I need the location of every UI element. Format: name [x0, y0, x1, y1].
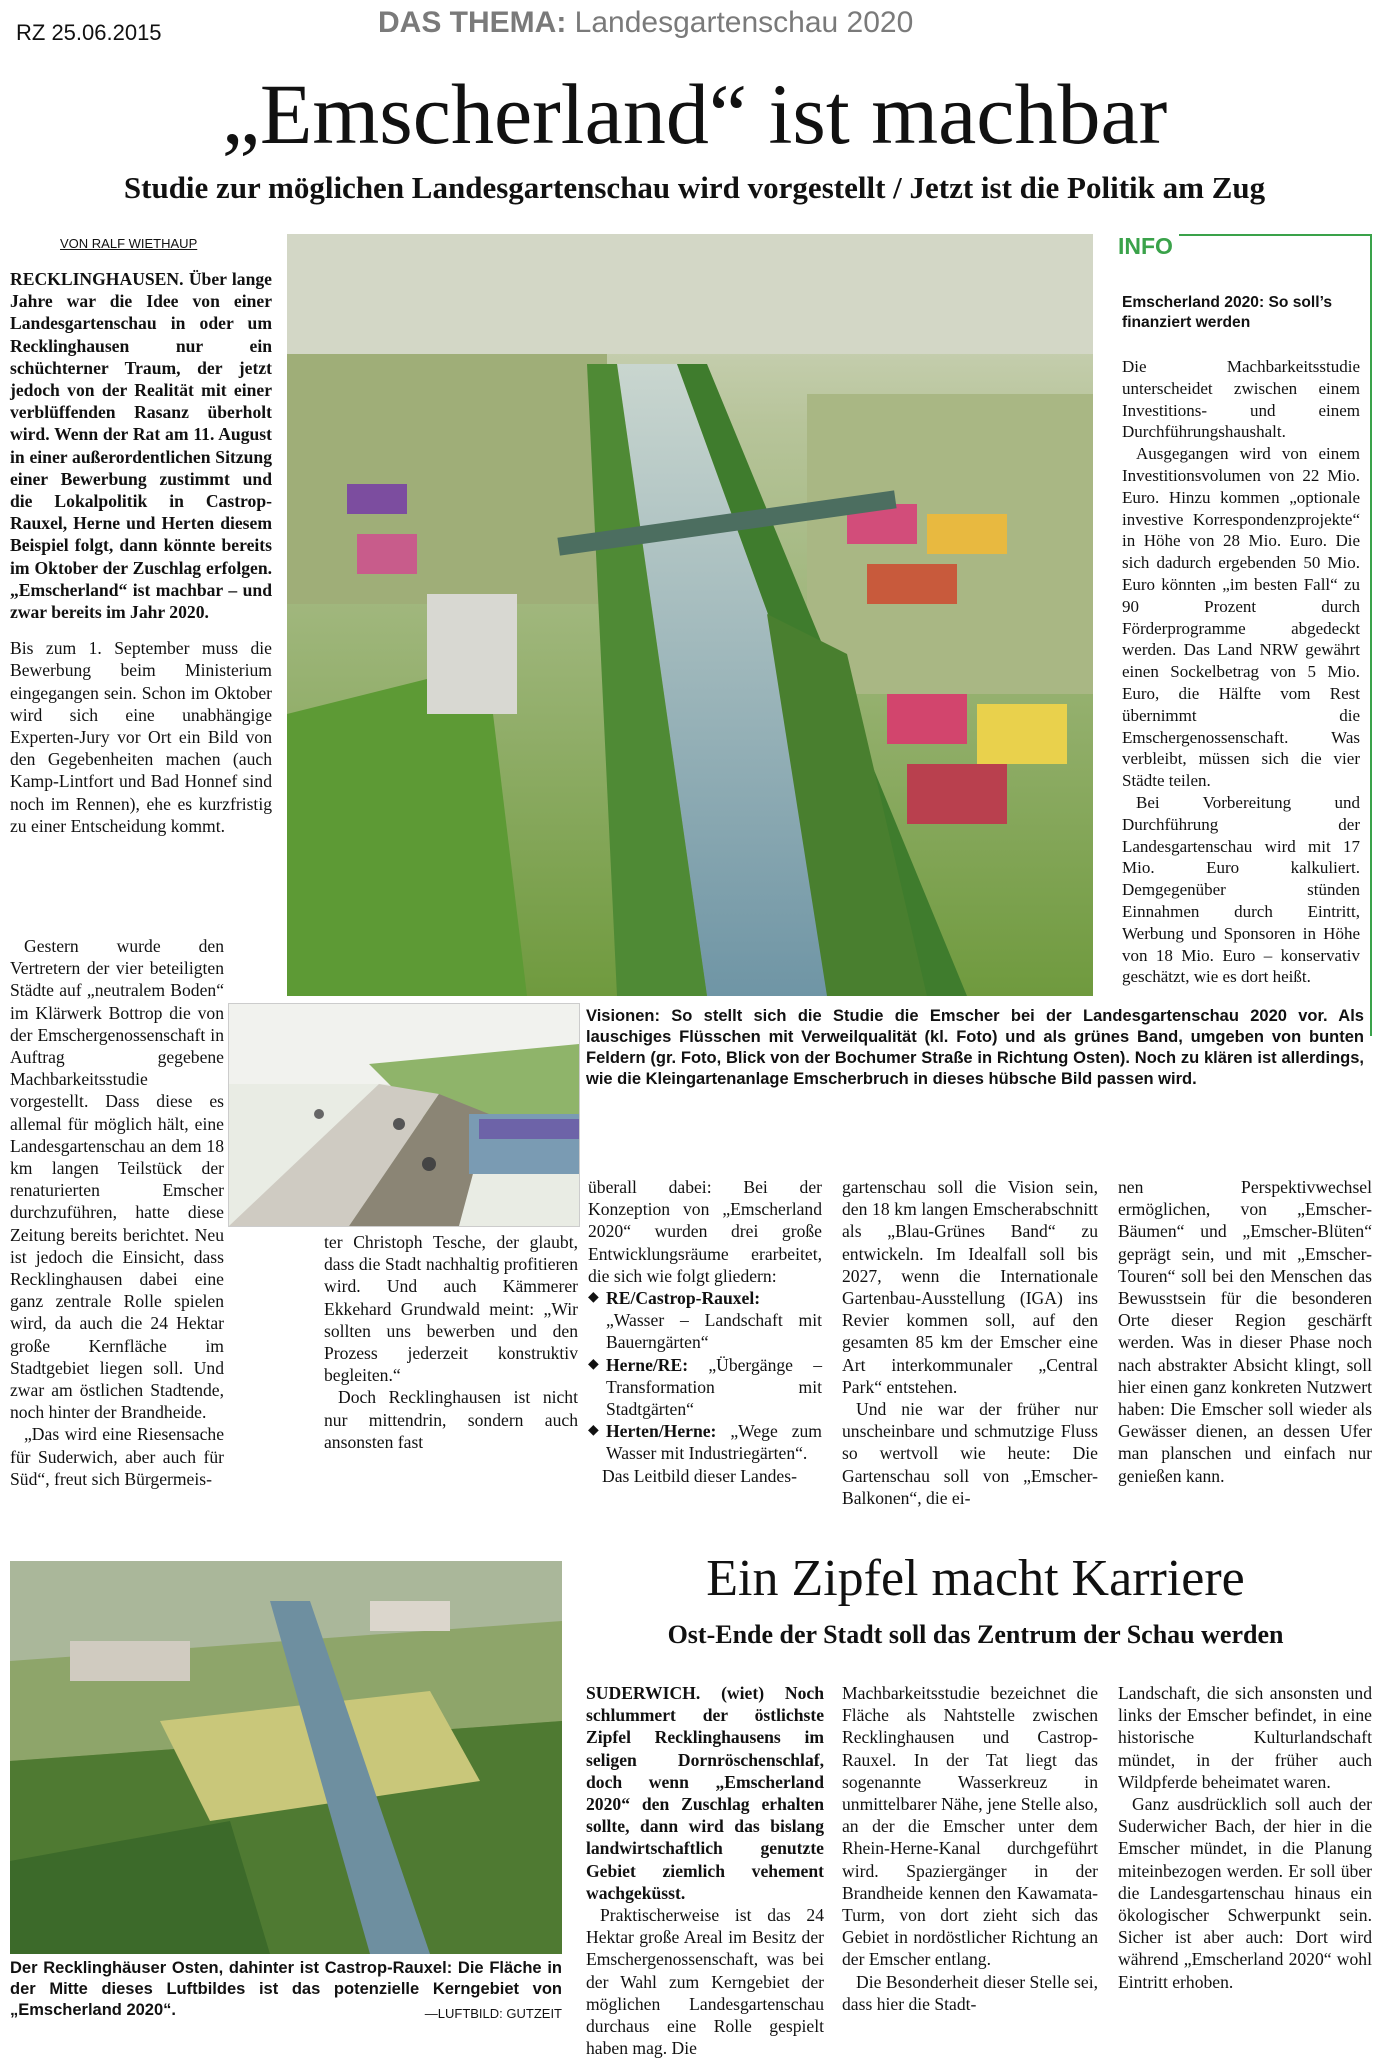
article2-headline: Ein Zipfel macht Karriere [706, 1550, 1245, 1607]
bullet-text: „Wasser – Landschaft mit Bauerngärten“ [606, 1310, 822, 1353]
paragraph: Machbarkeitsstudie bezeichnet die Fläche als Nahtstelle zwischen Recklinghausen und Castrop-Rauxel. In der Tat liegt das sogenannte Wasserkreuz in unmittelbarer Nähe, jene Stelle also, an der die Emscher unter dem Rhein-Herne-Kanal durchgeführt wird. Spaziergänger in der Brandheide kennen den Kawamata-Turm, von dort zieht sich das Gebiet in nordöstlicher Richtung an der Emscher entlang. [842, 1683, 1098, 1970]
article2-column-2 [842, 1682, 1098, 2015]
aerial-photo-caption [10, 1958, 562, 2024]
lead-paragraph: Über lange Jahre war die Idee von einer Landesgartenschau in oder um Recklinghausen nur ein schüchterner Traum, der jetzt jedoch von der Realität mit einer verblüffenden Rasanz überholt wird. Wenn der Rat am 11. August in einer außerordentlichen Sitzung einer Bewerbung zustimmt und die Lokalpolitik in Castrop-Rauxel, Herne und Herten diesem Beispiel folgt, dann könnte bereits im Oktober der Zuschlag erfolgen. „Emscherland“ ist machbar – und zwar bereits im Jahr 2020. [10, 269, 272, 623]
bullet-text: „Wege zum Wasser mit Industriegärten“. [606, 1421, 822, 1464]
bullet-place: RE/Castrop-Rauxel: [606, 1288, 761, 1309]
article1-column-2 [324, 1231, 578, 1453]
aerial-landscape-illustration [10, 1561, 562, 1954]
info-paragraph: Ausgegangen wird von einem Investitionsvolumen von 22 Mio. Euro. Hinzu kommen „optionale investive Korrespondenzprojekte“ in Höhe von 28 Mio. Euro. Die sich dadurch ergebenden 50 Mio. Euro könnten „im besten Fall“ zu 90 Prozent durch Förderprogramme abgedeckt werden. Das Land NRW gewährt einen Sockelbetrag von 5 Mio. Euro, die Hälfte vom Rest übernimmt die Emschergenossenschaft. Was verbleibt, müssen sich die vier Städte teilen. [1122, 444, 1360, 791]
section-header [378, 6, 913, 40]
info-box [1118, 234, 1372, 1036]
article1-column-4 [842, 1176, 1098, 1509]
aerial-photo [10, 1561, 562, 1954]
article2-column-3 [1118, 1682, 1372, 1993]
article1-column-3 [588, 1176, 822, 1487]
article2-subheadline: Ost-Ende der Stadt soll das Zentrum der Schau werden [667, 1620, 1284, 1649]
bullet-place: Herne/RE: [606, 1354, 689, 1375]
byline: VON RALF WIETHAUP [60, 236, 198, 251]
paragraph: nen Perspektivwechsel ermöglichen, von „Emscher-Bäumen“ und „Emscher-Blüten“ geprägt sein, und mit „Emscher-Touren“ soll bei den Menschen das Bewusstsein für die besonderen Orte dieser Region geschärft werden. Was in dieser Phase noch nach abstrakter Absicht klingt, soll hier einen ganz konkreten Nutzwert haben: Die Emscher soll wieder als Gewässer dienen, an dessen Ufer man planschen und einfach nur genießen kann. [1118, 1177, 1372, 1486]
photo-caption: Visionen: So stellt sich die Studie die Emscher bei der Landesgartenschau 2020 vor. Als lauschiges Flüsschen mit Verweilqualität (kl. Foto) und als grünes Band, umgeben von bunten Feldern (gr. Foto, Blick von der Bochumer Straße in Richtung Osten). Noch zu klären ist allerdings, wie die Kleingartenanlage Emscherbruch in dieses hübsche Bild passen wird. [586, 1007, 1364, 1088]
article1-column-1 [10, 268, 272, 837]
bullet-list [588, 1287, 822, 1465]
paragraph: Bis zum 1. September muss die Bewerbung beim Ministerium eingegangen sein. Schon im Oktober wird sich eine unabhängige Experten-Jury vor Ort ein Bild von den Gegebenheiten machen (auch Kamp-Lintfort und Bad Honnef sind noch im Rennen), ehe es kurzfristig zu einer Entscheidung kommt. [10, 638, 272, 836]
info-paragraph: Die Machbarkeitsstudie unterscheidet zwischen einem Investitions- und einem Durchführungshaushalt. [1122, 357, 1360, 442]
lead-paragraph: (wiet) Noch schlummert der östlichste Zipfel Recklinghausens im seligen Dornröschenschlaf, doch wenn „Emscherland 2020“ den Zuschlag erhalten sollte, dann wird das bislang landwirtschaftlich genutzte Gebiet ziemlich vehement wachgeküsst. [586, 1683, 824, 1903]
paragraph: überall dabei: Bei der Konzeption von „Emscherland 2020“ wurden drei große Entwicklungsräume erarbeitet, die sich wie folgt gliedern: [588, 1177, 822, 1286]
paragraph: Praktischerweise ist das 24 Hektar große Areal im Besitz der Emschergenossenschaft, was bei der Wahl zum Kerngebiet der möglichen Landesgartenschau durchaus eine Rolle gespielt haben mag. Die [586, 1905, 824, 2059]
paragraph: „Das wird eine Riesensache für Suderwich, aber auch für Süd“, freut sich Bürgermeis- [10, 1424, 224, 1489]
paragraph: Doch Recklinghausen ist nicht nur mittendrin, sondern auch ansonsten fast [324, 1387, 578, 1452]
small-photo [228, 1003, 580, 1227]
paragraph: gartenschau soll die Vision sein, den 18 km langen Emscherabschnitt als „Blau-Grünes Band“ zu entwickeln. Im Idealfall soll bis 2027, wenn die Internationale Gartenbau-Ausstellung (IGA) ins Revier kommen soll, auf den gesamten 85 km der Emscher eine Art interkommunaler „Central Park“ entstehen. [842, 1177, 1098, 1397]
date-stamp: RZ 25.06.2015 [16, 20, 162, 45]
paragraph: Die Besonderheit dieser Stelle sei, dass hier die Stadt- [842, 1971, 1098, 2014]
river-promenade-illustration [229, 1004, 579, 1226]
info-paragraph: Bei Vorbereitung und Durchführung der Landesgartenschau wird mit 17 Mio. Euro kalkuliert. Demgegenüber stünden Einnahmen durch Eintritt, Werbung und Sponsoren in Höhe von 18 Mio. Euro – konservativ geschätzt, wie es dort heißt. [1122, 792, 1360, 987]
section-topic: Landesgartenschau 2020 [574, 6, 914, 39]
photo-credit: —LUFTBILD: GUTZEIT [424, 2006, 562, 2021]
paragraph: Und nie war der früher nur unscheinbare und schmutzige Fluss so wertvoll wie heute: Die Gartenschau soll von „Emscher-Balkonen“, die ei- [842, 1399, 1098, 1508]
article1-column-1b [10, 935, 224, 1490]
article1-column-5 [1118, 1176, 1372, 1487]
aerial-river-illustration [287, 234, 1093, 996]
info-heading: Emscherland 2020: So soll’s finanziert werden [1122, 294, 1333, 331]
article2-column-1 [586, 1682, 824, 2059]
info-label: INFO [1118, 233, 1179, 260]
bullet-place: Herten/Herne: [606, 1421, 717, 1442]
dateline: SUDERWICH. [586, 1683, 701, 1703]
info-body [1122, 356, 1360, 988]
list-item [588, 1287, 822, 1354]
page-title: „Emscherland“ ist machbar [221, 66, 1168, 162]
paragraph: Ganz ausdrücklich soll auch der Suderwicher Bach, der hier in die Emscher mündet, in die Planung miteinbezogen werden. Er soll über die Landesgartenschau hinaus ein ökologischer Schwerpunkt sein. Sicher ist aber auch: Dort wird während „Emscherland 2020“ wohl Eintritt erhoben. [1118, 1794, 1372, 1992]
bullet-text: „Übergänge – Transformation mit Stadtgärten“ [606, 1354, 822, 1420]
list-item [588, 1354, 822, 1421]
paragraph: Das Leitbild dieser Landes- [602, 1465, 797, 1486]
paragraph: Landschaft, die sich ansonsten und links der Emscher befindet, in eine historische Kulturlandschaft mündet, in der früher auch Wildpferde beheimatet waren. [1118, 1683, 1372, 1792]
dateline: RECKLINGHAUSEN. [10, 269, 184, 289]
list-item [588, 1420, 822, 1464]
caption-text: Der Recklinghäuser Osten, dahinter ist Castrop-Rauxel: Die Fläche in der Mitte dieses Luftbildes ist das potenzielle Kerngebiet von „Emscherland 2020“. [10, 1959, 562, 2019]
section-label: DAS THEMA: [378, 6, 567, 39]
article-subheadline: Studie zur möglichen Landesgartenschau wird vorgestellt / Jetzt ist die Politik am Zug [123, 170, 1266, 205]
paragraph: ter Christoph Tesche, der glaubt, dass die Stadt nachhaltig profitieren wird. Und auch Kämmerer Ekkehard Grundwald meint: „Wir sollten uns bewerben und den Prozess jederzeit konstruktiv begleiten.“ [324, 1232, 578, 1386]
paragraph: Gestern wurde den Vertretern der vier beteiligten Städte auf „neutralem Boden“ im Klärwerk Bottrop die von der Emschergenossenschaft in Auftrag gegebene Machbarkeitsstudie vorgestellt. Dass diese es allemal für möglich hält, eine Landesgartenschau an dem 18 km langen Teilstück der renaturierten Emscher durchzuführen, hatte diese Zeitung bereits berichtet. Neu ist jedoch die Einsicht, dass Recklinghausen dabei eine ganz zentrale Rolle spielen wird, da auch die 24 Hektar große Kernfläche im Stadtgebiet liegen soll. Und zwar am östlichen Stadtende, noch hinter der Brandheide. [10, 936, 224, 1423]
main-photo [287, 234, 1093, 996]
